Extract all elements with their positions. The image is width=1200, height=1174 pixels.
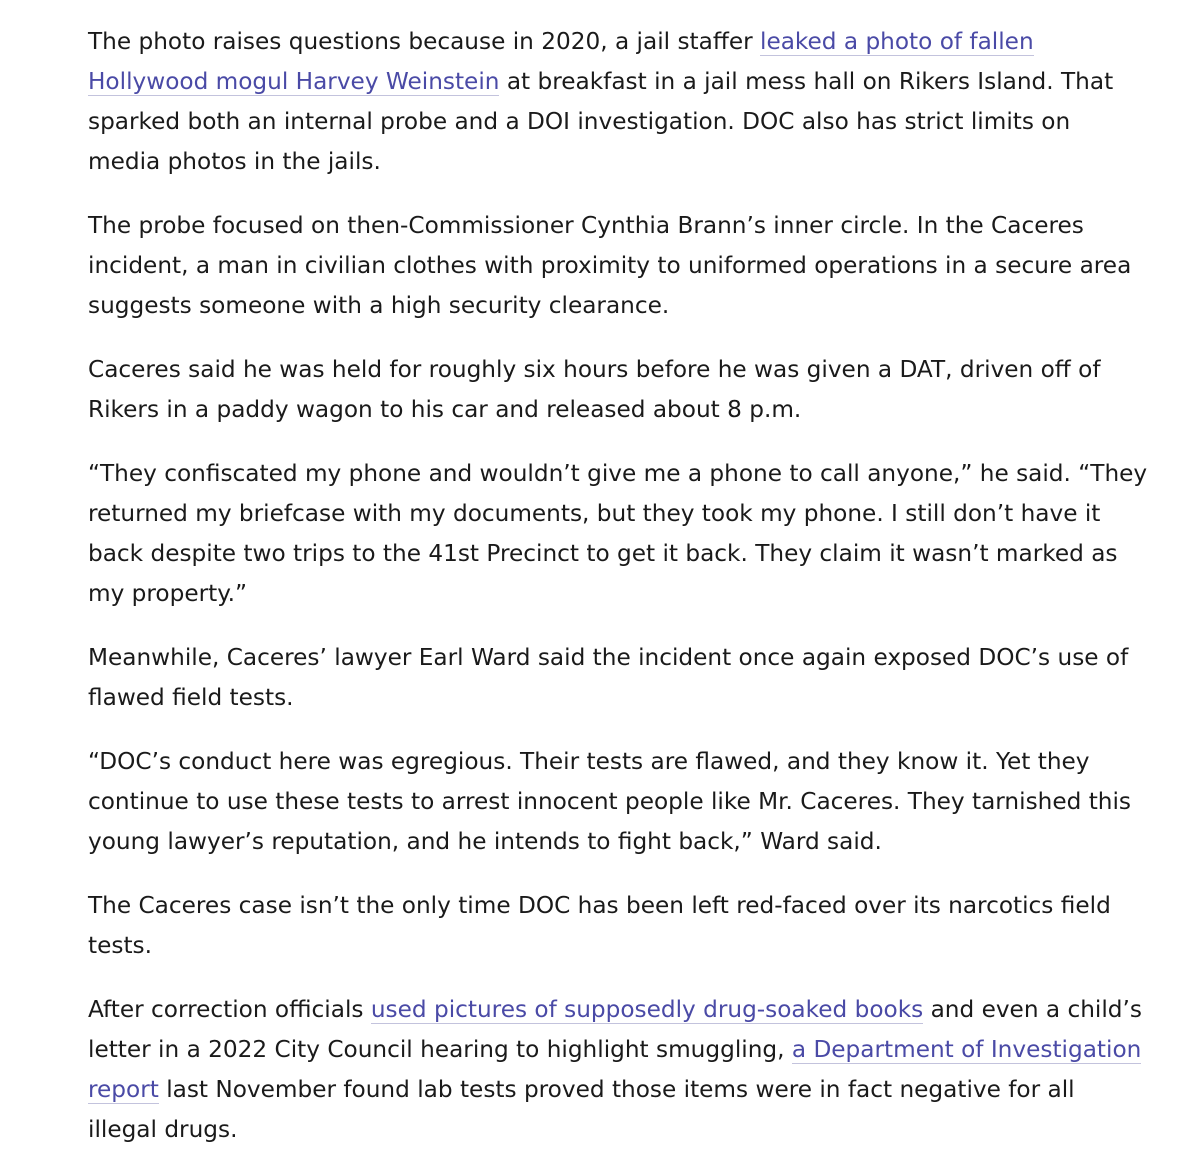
link-weinstein-photo-leak[interactable]: leaked a photo of fallen Hollywood mogul Harvey Weinstein [88,28,1034,95]
link-doi-report[interactable]: a Department of Investigation report [88,1036,1142,1103]
paragraph-doi-report [88,990,1148,1150]
paragraph-held-hours: Caceres said he was held for roughly six hours before he was given a DAT, driven off of Rikers in a paddy wagon to his car and released about 8 p.m. [88,356,1101,423]
paragraph-ward-quote: “DOC’s conduct here was egregious. Their tests are flawed, and they know it. Yet they continue to use these tests to arrest innocent people like Mr. Caceres. They tarnished this young lawyer’s reputation, and he intends to fight back,” Ward said. [88,748,1132,855]
paragraph-text: last November found lab tests proved those items were in fact negative for all illegal drugs. [88,1076,1075,1143]
link-drug-soaked-books[interactable]: used pictures of supposedly drug-soaked books [370,996,924,1023]
paragraph-phone-quote: “They confiscated my phone and wouldn’t give me a phone to call anyone,” he said. “They returned my briefcase with my documents, but they took my phone. I still don’t have it back despite two trips to the 41st Precinct to get it back. They claim it wasn’t marked as my property.” [88,460,1148,607]
paragraph-text: at breakfast in a jail mess hall on Rikers Island. That sparked both an internal probe and a DOI investigation. DOC also has strict limits on media photos in the jails. [88,68,1114,175]
paragraph-text: The photo raises questions because in 2020, a jail staffer [88,28,760,55]
paragraph-text: and even a child’s letter in a 2022 City Council hearing to highlight smuggling, [88,996,1142,1063]
article-body [88,22,1148,1174]
paragraph-text: After correction officials [88,996,371,1023]
paragraph-field-tests: The Caceres case isn’t the only time DOC has been left red-faced over its narcotics field tests. [88,892,1111,959]
paragraph-lawyer-statement: Meanwhile, Caceres’ lawyer Earl Ward said the incident once again exposed DOC’s use of flawed field tests. [88,644,1129,711]
paragraph-probe-focus: The probe focused on then-Commissioner Cynthia Brann’s inner circle. In the Caceres incident, a man in civilian clothes with proximity to uniformed operations in a secure area suggests someone with a high security clearance. [88,212,1132,319]
paragraph-weinstein-photo [88,22,1148,182]
